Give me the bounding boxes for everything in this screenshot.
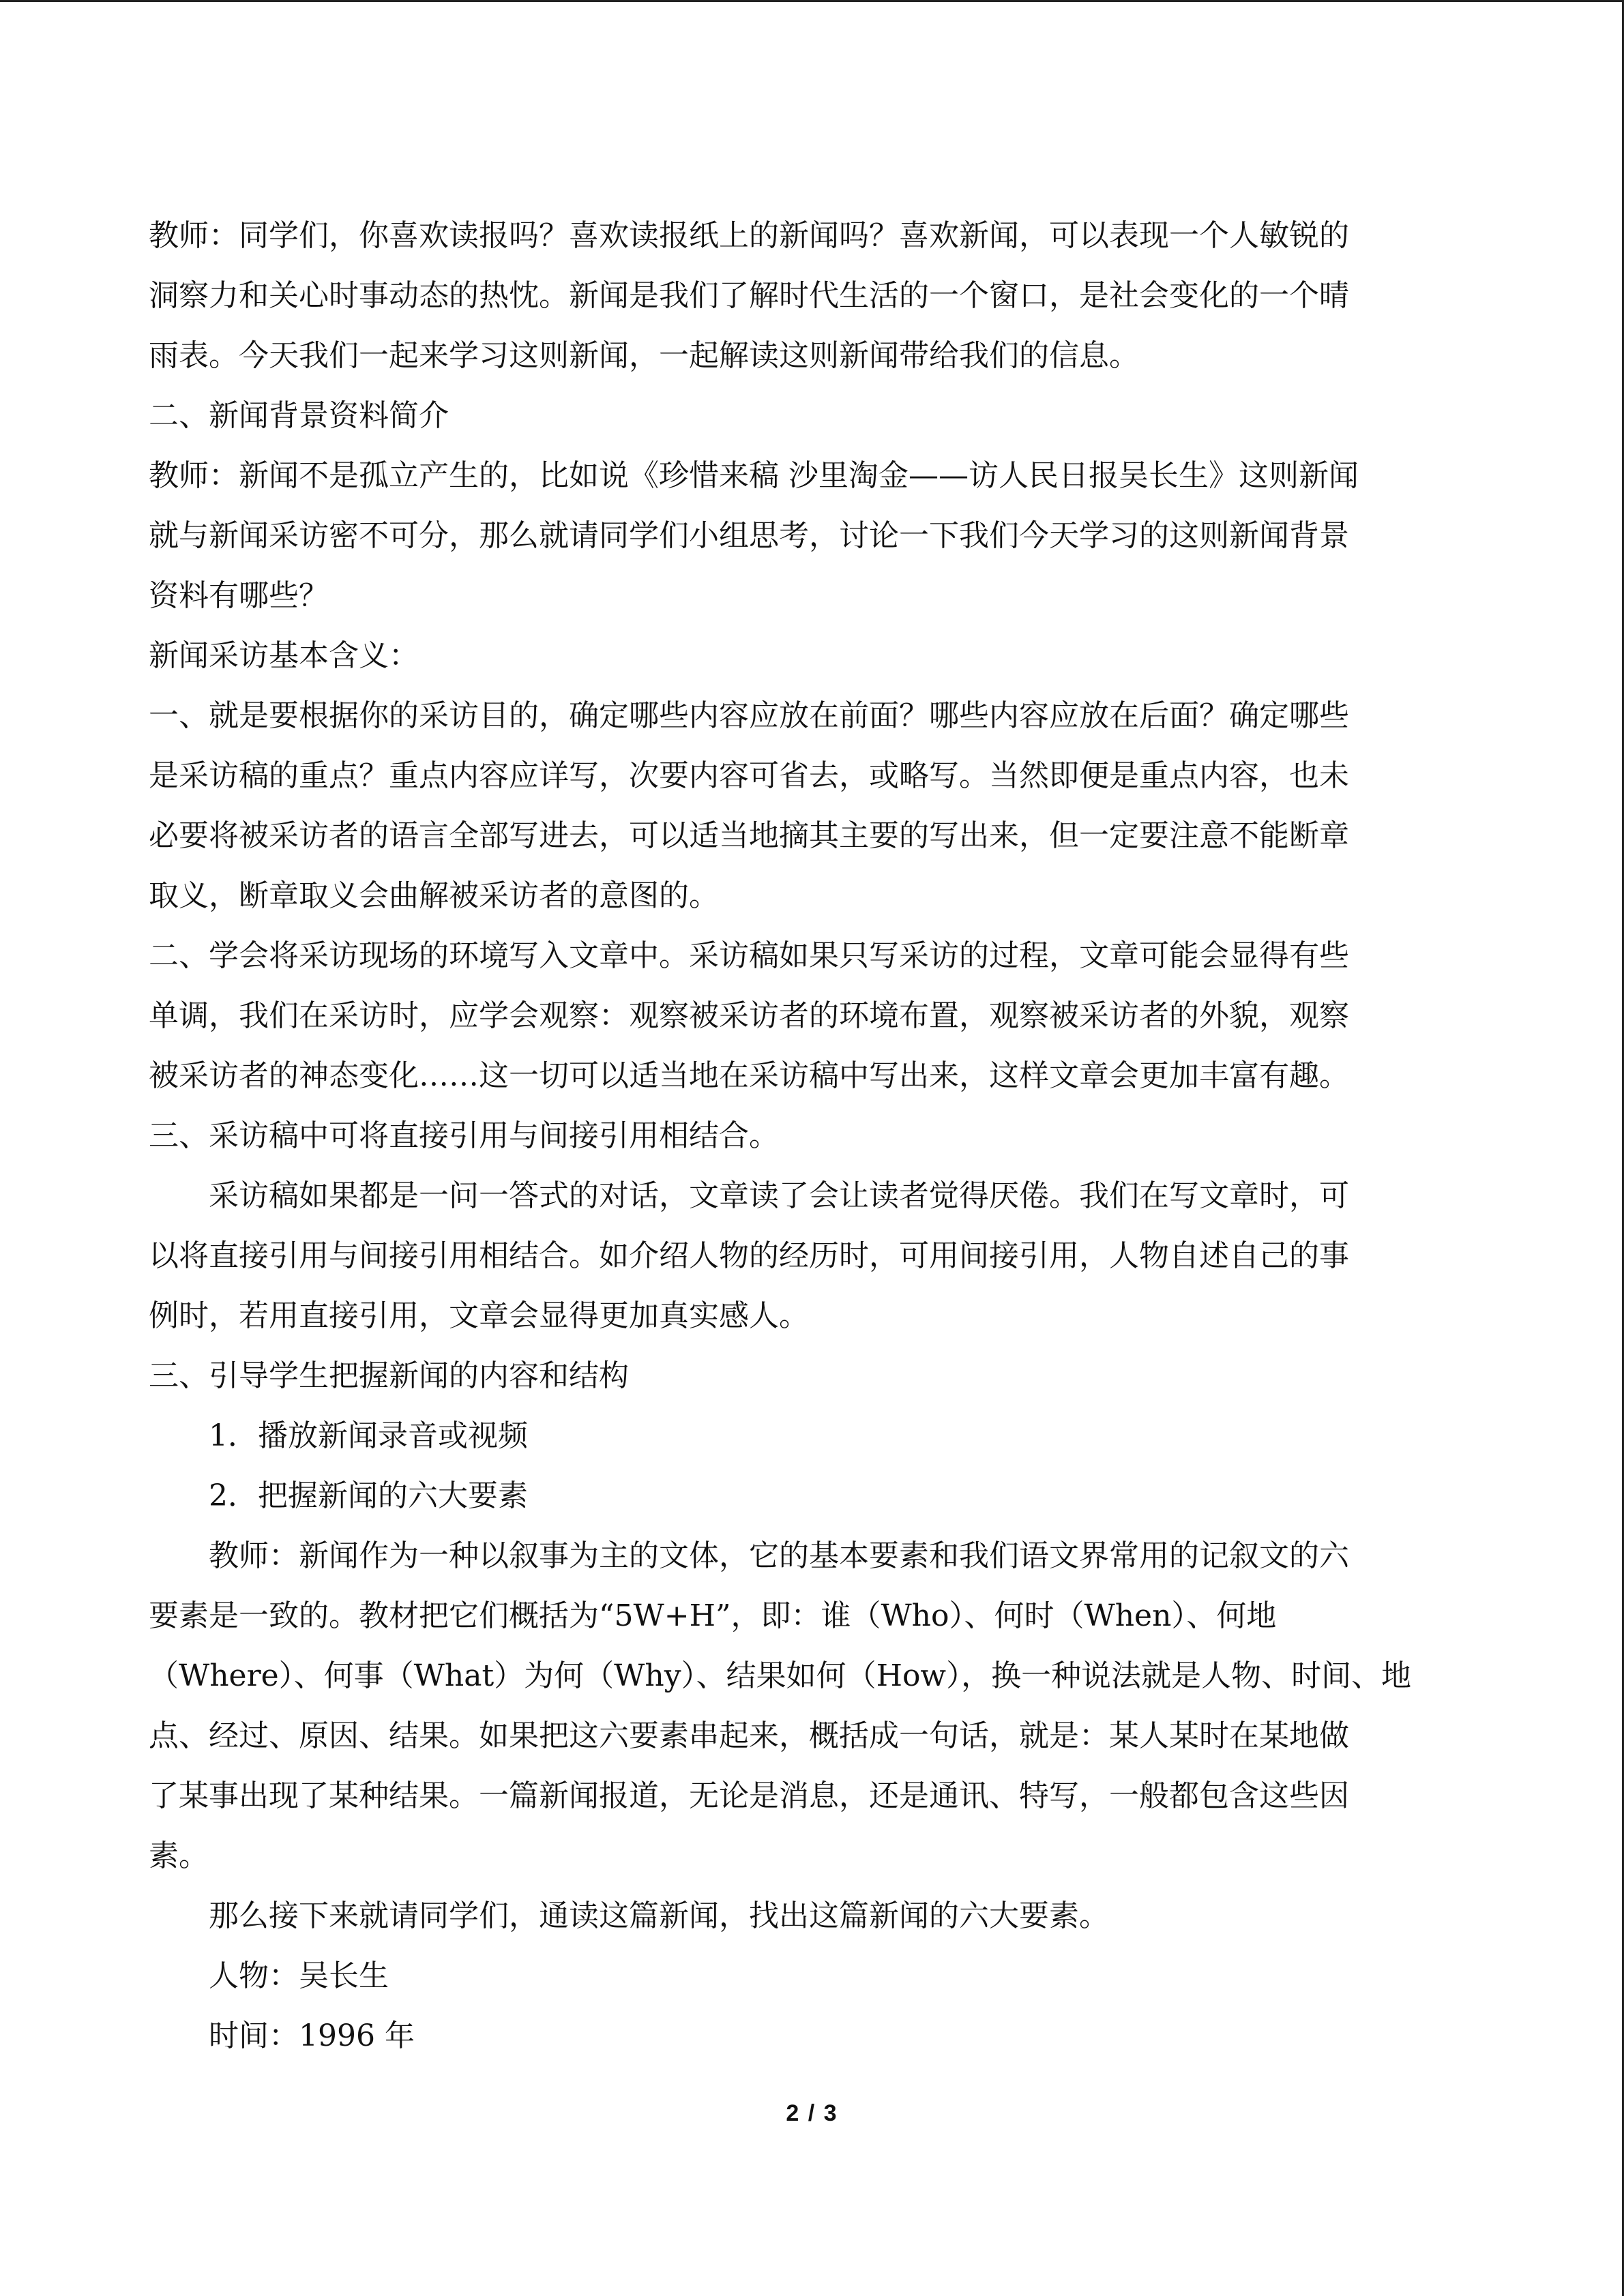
element-person: 人物：吴长生 [209, 1958, 389, 1993]
element-time: 时间：1996 年 [209, 2018, 415, 2053]
elements-line-2: 要素是一致的。教材把它们概括为“5W+H”，即：谁（Who）、何时（When）、何地 [149, 1598, 1277, 1633]
interview-definition-heading: 新闻采访基本含义： [149, 638, 419, 673]
elements-line-1: 教师：新闻作为一种以叙事为主的文体，它的基本要素和我们语文界常用的记叙文的六 [209, 1538, 1349, 1573]
intro-line-2: 洞察力和关心时事动态的热忱。新闻是我们了解时代生活的一个窗口，是社会变化的一个晴 [149, 278, 1349, 313]
point-one-line-2: 是采访稿的重点？重点内容应详写，次要内容可省去，或略写。当然即便是重点内容，也未 [149, 758, 1349, 793]
task-instruction: 那么接下来就请同学们，通读这篇新闻，找出这篇新闻的六大要素。 [209, 1898, 1109, 1933]
elements-line-4: 点、经过、原因、结果。如果把这六要素串起来，概括成一句话，就是：某人某时在某地做 [149, 1718, 1349, 1753]
page-number: 2 / 3 [786, 2100, 838, 2126]
section-heading-background: 二、新闻背景资料简介 [149, 398, 449, 433]
elements-line-6: 素。 [149, 1838, 209, 1873]
point-two-line-1: 二、学会将采访现场的环境写入文章中。采访稿如果只写采访的过程，文章可能会显得有些 [149, 938, 1349, 973]
intro-line-3: 雨表。今天我们一起来学习这则新闻，一起解读这则新闻带给我们的信息。 [149, 338, 1139, 373]
section-heading-structure: 三、引导学生把握新闻的内容和结构 [149, 1358, 629, 1393]
intro-line-1: 教师：同学们，你喜欢读报吗？喜欢读报纸上的新闻吗？喜欢新闻，可以表现一个人敏锐的 [149, 218, 1349, 253]
point-one-line-1: 一、就是要根据你的采访目的，确定哪些内容应放在前面？哪些内容应放在后面？确定哪些 [149, 698, 1349, 733]
elements-line-5: 了某事出现了某种结果。一篇新闻报道，无论是消息，还是通讯、特写，一般都包含这些因 [149, 1778, 1349, 1813]
page-top-border [0, 0, 1624, 2]
step-1: 1．播放新闻录音或视频 [209, 1418, 528, 1453]
step-2: 2．把握新闻的六大要素 [209, 1478, 528, 1513]
point-one-line-3: 必要将被采访者的语言全部写进去，可以适当地摘其主要的写出来，但一定要注意不能断章 [149, 818, 1349, 853]
document-body [149, 206, 1475, 2066]
point-three-line-3: 例时，若用直接引用，文章会显得更加真实感人。 [149, 1298, 809, 1333]
background-line-2: 就与新闻采访密不可分，那么就请同学们小组思考，讨论一下我们今天学习的这则新闻背景 [149, 518, 1349, 553]
point-one-line-4: 取义，断章取义会曲解被采访者的意图的。 [149, 878, 719, 913]
point-three-heading: 三、采访稿中可将直接引用与间接引用相结合。 [149, 1118, 779, 1153]
elements-line-3: （Where）、何事（What）为何（Why）、结果如何（How），换一种说法就是人物、时间、地 [149, 1658, 1412, 1693]
point-three-line-1: 采访稿如果都是一问一答式的对话，文章读了会让读者觉得厌倦。我们在写文章时，可 [209, 1178, 1349, 1213]
background-line-1: 教师：新闻不是孤立产生的，比如说《珍惜来稿 沙里淘金——访人民日报吴长生》这则新闻 [149, 458, 1359, 493]
point-two-line-2: 单调，我们在采访时，应学会观察：观察被采访者的环境布置，观察被采访者的外貌，观察 [149, 998, 1349, 1033]
point-three-line-2: 以将直接引用与间接引用相结合。如介绍人物的经历时，可用间接引用，人物自述自己的事 [149, 1238, 1349, 1273]
point-two-line-3: 被采访者的神态变化……这一切可以适当地在采访稿中写出来，这样文章会更加丰富有趣。 [149, 1058, 1349, 1093]
background-line-3: 资料有哪些？ [149, 578, 329, 613]
